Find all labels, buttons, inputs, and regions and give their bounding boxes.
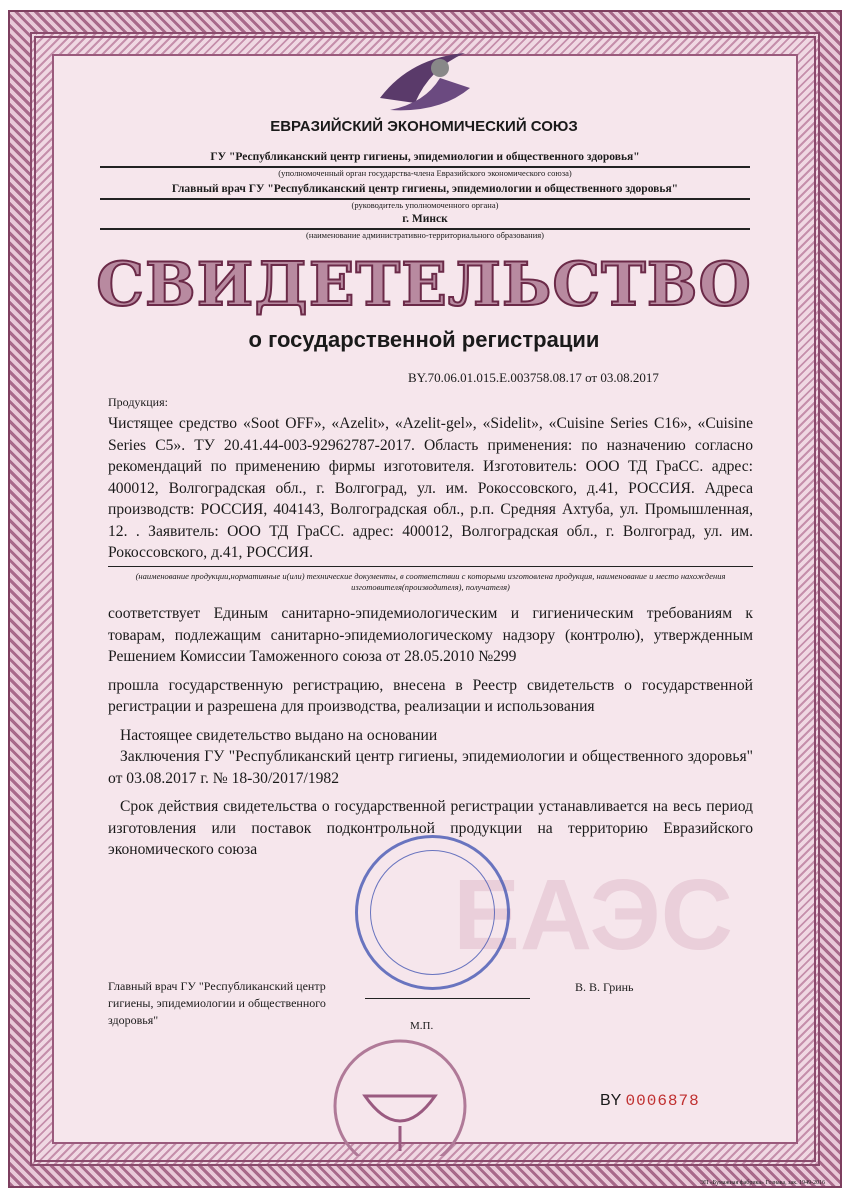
product-rule <box>108 566 753 568</box>
mp-label: М.П. <box>410 1020 434 1032</box>
basis-intro: Настоящее свидетельство выдано на основании <box>120 726 438 744</box>
eaeu-logo <box>370 38 480 118</box>
basis-text: Заключения ГУ "Республиканский центр гигиены, эпидемиологии и общественного здоровья" от 03.08.2017 г. № 18-30/2017/1982 <box>108 748 753 787</box>
serial-digits: 0006878 <box>625 1092 700 1110</box>
certificate-title: СВИДЕТЕЛЬСТВО <box>96 250 752 320</box>
compliance-text: соответствует Единым санитарно-эпидемиологическим и гигиеническим требованиям к товарам, подлежащим санитарно-эпидемиологическому надзору (контролю), утвержденным Решением Комиссии Таможенного союза от 28.05.2010 №299 <box>108 605 753 665</box>
product-label: Продукция: <box>108 395 168 409</box>
head-caption: (руководитель уполномоченного органа) <box>351 200 499 210</box>
printer-imprint: ЭП «Бумажная фабрика» Гознака, зак. 1949-2016 <box>700 1180 826 1186</box>
authority-caption: (уполномоченный орган государства-члена Евразийского экономического союза) <box>278 168 572 178</box>
signer-name: В. В. Гринь <box>575 980 634 994</box>
signer-title: Главный врач ГУ "Республиканский центр гигиены, эпидемиологии и общественного здоровья" <box>108 979 326 1027</box>
serial-prefix: BY <box>600 1092 622 1109</box>
product-description: Чистящее средство «Soot OFF», «Azelit», «Azelit-gel», «Sidelit», «Cuisine Series C16», «Cuisine Series C5». ТУ 20.41.44-003-92962787-2017. Область применения: по назначению согласно рекомендаций по применению фирмы изготовителя. Изготовитель: ООО ТД ГраСС. адрес: 400012, Волгоградская обл., г. Волгоград, ул. им. Рокоссовского, д.41, РОССИЯ. Адреса производств: РОССИЯ, 404143, Волгоградская обл., р.п. Средняя Ахтуба, ул. Промышленная, 12. . Заявитель: ООО ТД ГраСС. адрес: 400012, Волгоградская обл., г. Волгоград, ул. им. Рокоссовского, д.41, РОССИЯ. <box>108 415 753 561</box>
registration-number: BY.70.06.01.015.E.003758.08.17 от 03.08.2017 <box>408 370 659 385</box>
medical-emblem-seal <box>330 1036 470 1156</box>
registration-text: прошла государственную регистрацию, внесена в Реестр свидетельств о государственной регистрации и разрешена для производства, реализации и использования <box>108 676 753 715</box>
head: Главный врач ГУ "Республиканский центр гигиены, эпидемиологии и общественного здоровья" <box>171 183 679 195</box>
official-seal <box>355 835 510 990</box>
authority: ГУ "Республиканский центр гигиены, эпидемиологии и общественного здоровья" <box>210 151 640 163</box>
city: г. Минск <box>402 213 448 225</box>
city-caption: (наименование административно-территориального образования) <box>305 230 544 240</box>
union-name: ЕВРАЗИЙСКИЙ ЭКОНОМИЧЕСКИЙ СОЮЗ <box>270 118 578 135</box>
product-caption: (наименование продукции,нормативные и(или) технические документы, в соответствии с которыми изготовлена продукция, наименование и место нахождения изготовителя(производителя), получателя) <box>135 571 726 592</box>
watermark: ЕАЭС <box>453 858 733 971</box>
serial-number <box>600 1092 700 1110</box>
validity-text: Срок действия свидетельства о государственной регистрации устанавливается на весь период изготовления или поставок подконтрольной продукции на территорию Евразийского экономического союза <box>108 798 753 858</box>
certificate-subtitle: о государственной регистрации <box>248 327 600 352</box>
